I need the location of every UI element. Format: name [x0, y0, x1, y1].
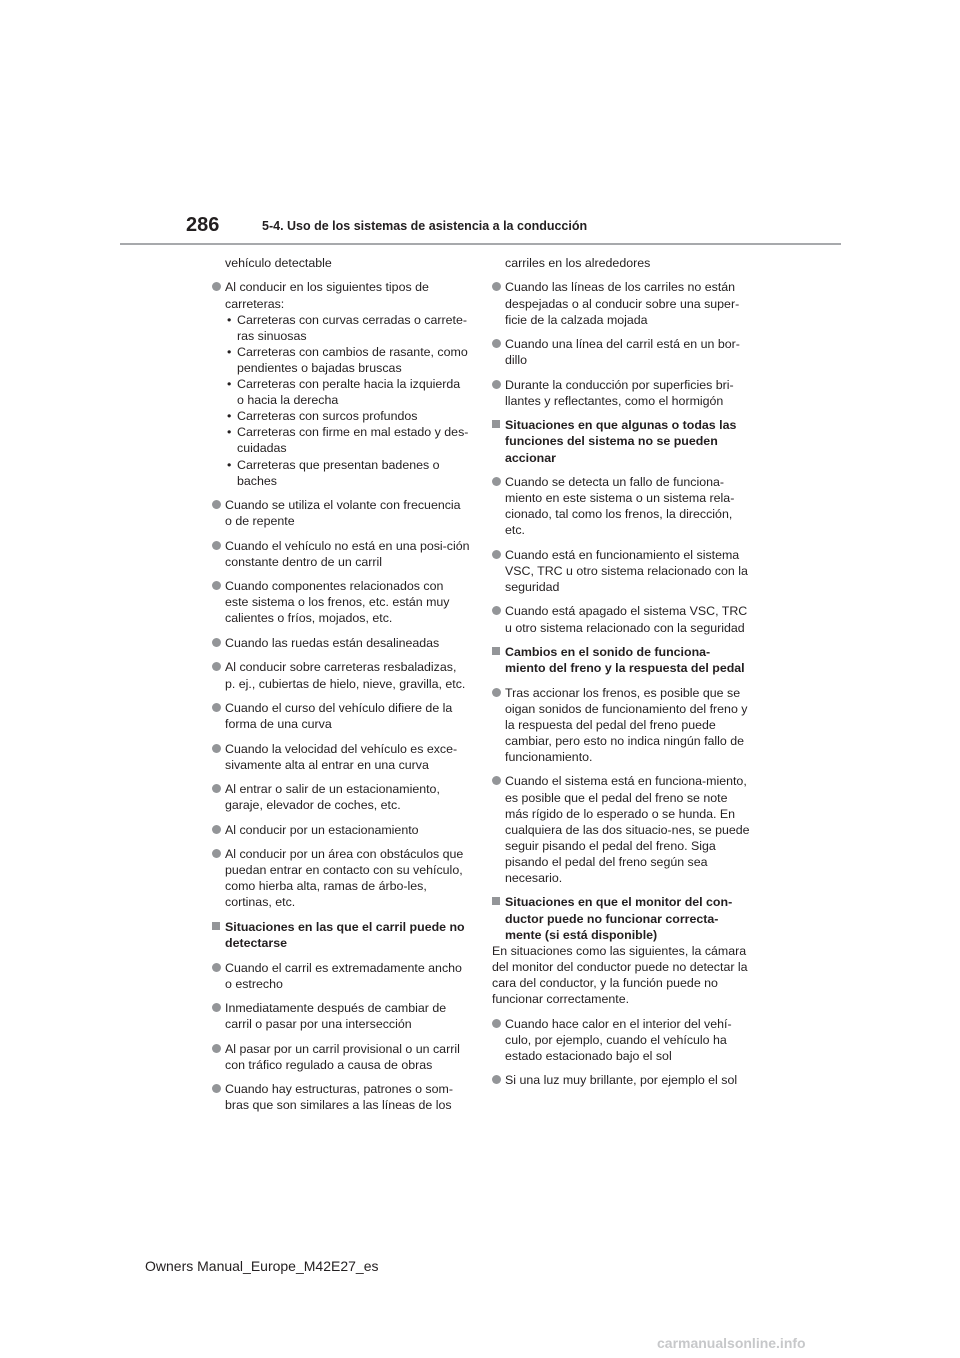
bullet-icon	[212, 541, 221, 550]
bullet-text: Cuando una línea del carril está en un bor-dillo	[505, 337, 740, 368]
bullet-item	[492, 603, 750, 635]
bullet-text: Cuando la velocidad del vehículo es exce-sivamente alta al entrar en una curva	[225, 741, 458, 772]
bullet-item	[212, 497, 470, 529]
bullet-text: Al entrar o salir de un estacionamiento, garaje, elevador de coches, etc.	[225, 782, 440, 813]
square-bullet-icon	[492, 647, 500, 655]
bullet-text: Durante la conducción por superficies bri-llantes y reflectantes, como el hormigón	[505, 377, 734, 408]
heading-text: Situaciones en las que el carril puede no detectarse	[225, 919, 465, 951]
bullet-item	[212, 741, 470, 773]
bullet-item	[212, 659, 470, 691]
bullet-text: Cuando se utiliza el volante con frecuencia o de repente	[225, 498, 461, 529]
bullet-item	[212, 279, 470, 488]
bullet-item	[212, 578, 470, 626]
bullet-text: Al conducir sobre carreteras resbaladizas, p. ej., cubiertas de hielo, nieve, gravilla, etc.	[225, 660, 466, 691]
heading-text: Cambios en el sonido de funciona-miento del freno y la respuesta del pedal	[505, 645, 745, 676]
bullet-item	[492, 1072, 750, 1088]
bullet-text: Cuando el curso del vehículo difiere de la forma de una curva	[225, 700, 453, 732]
bullet-text: Al conducir en los siguientes tipos de carreteras:	[225, 280, 429, 311]
bullet-icon	[492, 606, 501, 615]
bullet-text: Tras accionar los frenos, es posible que se oigan sonidos de funcionamiento del freno y la respuesta del pedal del freno puede cambiar, pero esto no indica ningún fallo de funcionamiento.	[505, 685, 748, 764]
bullet-icon	[212, 849, 221, 858]
section-heading	[492, 644, 750, 676]
bullet-text: Al conducir por un área con obstáculos que puedan entrar en contacto con su vehículo, como hierba alta, ramas de árbo-les, cortinas, etc.	[225, 847, 464, 910]
section-heading	[212, 919, 470, 951]
bullet-icon	[212, 638, 221, 647]
bullet-icon	[492, 688, 501, 697]
bullet-icon	[492, 776, 501, 785]
bullet-text: Inmediatamente después de cambiar de carril o pasar por una intersección	[225, 1001, 447, 1032]
bullet-item	[212, 1081, 470, 1113]
bullet-icon	[212, 581, 221, 590]
bullet-item	[212, 781, 470, 813]
bullet-icon	[492, 282, 501, 291]
bullet-icon	[492, 339, 501, 348]
square-bullet-icon	[212, 922, 220, 930]
bullet-icon	[212, 282, 221, 291]
section-heading	[492, 417, 750, 465]
heading-text: Situaciones en que el monitor del con-ductor puede no funcionar correcta-mente (si está disponible)	[505, 895, 733, 942]
bullet-item	[492, 279, 750, 327]
bullet-item	[212, 960, 470, 992]
bullet-text: Al pasar por un carril provisional o un carril con tráfico regulado a causa de obras	[225, 1041, 460, 1072]
bullet-icon	[212, 1003, 221, 1012]
bullet-text: Cuando está apagado el sistema VSC, TRC u otro sistema relacionado con la seguridad	[505, 604, 748, 635]
bullet-icon	[212, 1084, 221, 1093]
bullet-item	[492, 773, 750, 886]
bullet-icon	[212, 662, 221, 671]
bullet-text: Cuando está en funcionamiento el sistema VSC, TRC u otro sistema relacionado con la seguridad	[505, 547, 748, 594]
bullet-item	[492, 377, 750, 409]
bullet-text: Al conducir por un estacionamiento	[225, 822, 419, 837]
footer-manual-name: Owners Manual_Europe_M42E27_es	[145, 1258, 379, 1274]
section-heading	[492, 894, 750, 942]
bullet-text: Cuando se detecta un fallo de funciona-miento en este sistema o un sistema rela-cionado, tal como los frenos, la dirección, etc.	[505, 474, 735, 538]
section-title: 5-4. Uso de los sistemas de asistencia a la conducción	[262, 219, 588, 233]
bullet-item	[212, 700, 470, 732]
bullet-text: Cuando componentes relacionados con este sistema o los frenos, etc. están muy calientes o fríos, mojados, etc.	[225, 579, 450, 626]
bullet-icon	[492, 477, 501, 486]
continuation-text	[212, 255, 470, 271]
continuation-label: vehículo detectable	[225, 256, 332, 270]
bullet-text: Cuando el carril es extremadamente ancho o estrecho	[225, 960, 462, 991]
bullet-item	[212, 538, 470, 570]
watermark: carmanualsonline.info	[657, 1335, 806, 1351]
sub-item: • Carreteras con surcos profundos	[225, 408, 470, 424]
sub-item: • Carreteras con firme en mal estado y des-cuidadas	[225, 424, 470, 456]
bullet-item	[492, 336, 750, 368]
bullet-icon	[492, 550, 501, 559]
continuation-label: carriles en los alrededores	[505, 256, 651, 270]
bullet-icon	[212, 1044, 221, 1053]
bullet-icon	[212, 703, 221, 712]
bullet-text: Cuando hace calor en el interior del vehí-culo, por ejemplo, cuando el vehículo ha estado estacionado bajo el sol	[505, 1016, 732, 1063]
bullet-text: Cuando las ruedas están desalineadas	[225, 635, 440, 650]
header-rule	[120, 243, 841, 245]
bullet-text: Si una luz muy brillante, por ejemplo el sol	[505, 1073, 738, 1088]
bullet-item	[212, 846, 470, 910]
bullet-item	[492, 474, 750, 538]
continuation-text	[492, 255, 750, 271]
paragraph-text: En situaciones como las siguientes, la cámara del monitor del conductor puede no detectar la cara del conductor, y la función puede no funcionar correctamente.	[492, 943, 748, 1007]
bullet-item	[212, 1041, 470, 1073]
bullet-icon	[212, 500, 221, 509]
bullet-item	[492, 547, 750, 595]
bullet-icon	[212, 963, 221, 972]
bullet-icon	[492, 380, 501, 389]
bullet-text: Cuando las líneas de los carriles no están despejadas o al conducir sobre una super-ficie de la calzada mojada	[505, 280, 740, 327]
bullet-icon	[212, 744, 221, 753]
sub-item: • Carreteras que presentan badenes o baches	[225, 457, 470, 489]
bullet-item	[212, 635, 470, 651]
bullet-icon	[212, 784, 221, 793]
right-column	[492, 255, 750, 1097]
bullet-item	[212, 822, 470, 838]
bullet-icon	[492, 1075, 501, 1084]
page-number: 286	[186, 214, 220, 236]
square-bullet-icon	[492, 420, 500, 428]
heading-text: Situaciones en que algunas o todas las funciones del sistema no se pueden accionar	[505, 418, 737, 465]
left-column	[212, 255, 470, 1122]
square-bullet-icon	[492, 897, 500, 905]
bullet-text: Cuando el vehículo no está en una posi-ción constante dentro de un carril	[225, 538, 470, 569]
sub-item: • Carreteras con cambios de rasante, como pendientes o bajadas bruscas	[225, 344, 470, 376]
bullet-item	[212, 1000, 470, 1032]
sub-item: • Carreteras con curvas cerradas o carrete-ras sinuosas	[225, 312, 470, 344]
bullet-icon	[212, 825, 221, 834]
sub-item: • Carreteras con peralte hacia la izquierda o hacia la derecha	[225, 376, 470, 408]
bullet-icon	[492, 1019, 501, 1028]
bullet-item	[492, 1016, 750, 1064]
bullet-text: Cuando el sistema está en funciona-miento, es posible que el pedal del freno se note más rígido de lo esperado o se hunda. En cualquiera de las dos situacio-nes, se puede seguir pisando el pedal del freno. Siga pisando el pedal del freno según sea necesario.	[505, 774, 750, 885]
bullet-item	[492, 685, 750, 765]
bullet-text: Cuando hay estructuras, patrones o som-bras que son similares a las líneas de los	[225, 1082, 453, 1113]
